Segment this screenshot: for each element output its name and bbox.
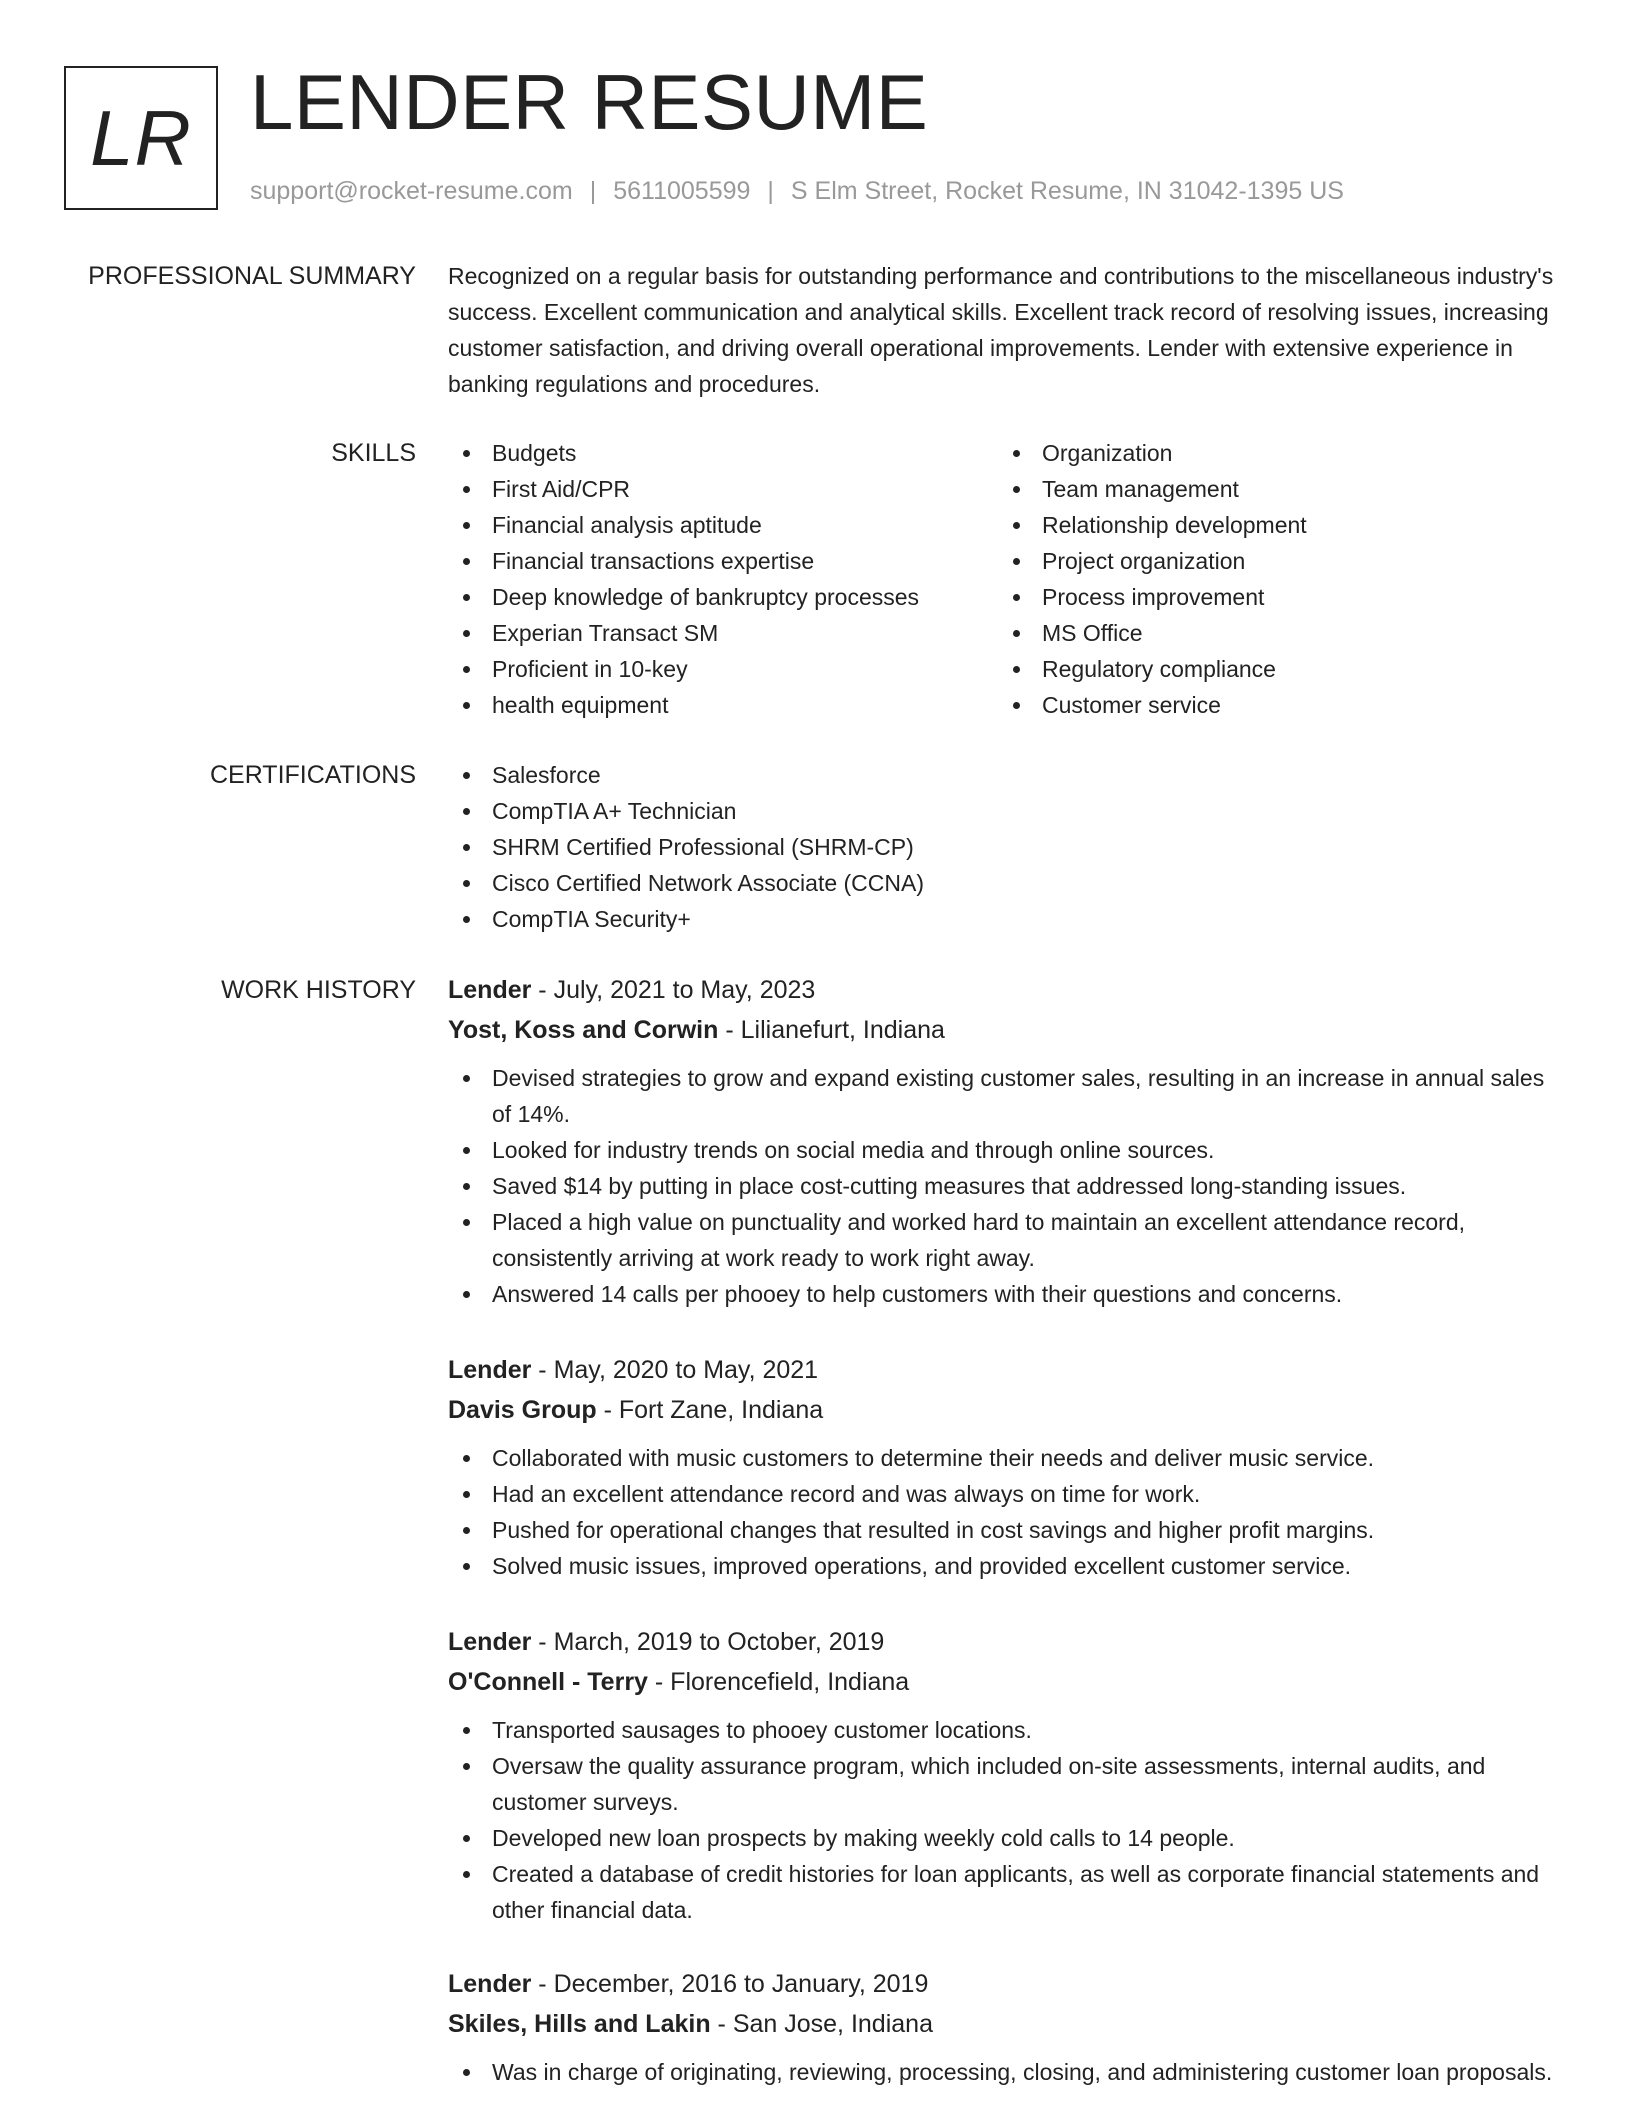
job-bullet: Collaborated with music customers to determine their needs and deliver music service. bbox=[448, 1440, 1568, 1476]
skill-item: Proficient in 10-key bbox=[448, 651, 998, 687]
job-title-line bbox=[448, 970, 1568, 1010]
section-label-certifications: CERTIFICATIONS bbox=[209, 761, 416, 789]
section-label-work-history: WORK HISTORY bbox=[221, 976, 416, 1004]
job-company-line bbox=[448, 1390, 1568, 1430]
job-company: Yost, Koss and Corwin bbox=[448, 1016, 719, 1044]
certification-item: Salesforce bbox=[448, 757, 1568, 793]
job-location: - San Jose, Indiana bbox=[710, 2010, 933, 2038]
contact-email[interactable]: support@rocket-resume.com bbox=[250, 177, 573, 205]
job-company: Skiles, Hills and Lakin bbox=[448, 2010, 711, 2038]
job-bullet: Was in charge of originating, reviewing, processing, closing, and administering customer loan proposals. bbox=[448, 2054, 1568, 2090]
skill-item: Deep knowledge of bankruptcy processes bbox=[448, 579, 998, 615]
contact-address: S Elm Street, Rocket Resume, IN 31042-1395 US bbox=[790, 177, 1344, 205]
job-bullet: Developed new loan prospects by making weekly cold calls to 14 people. bbox=[448, 1820, 1568, 1856]
contact-line bbox=[250, 176, 1344, 206]
skill-item: Organization bbox=[998, 435, 1548, 471]
skill-item: health equipment bbox=[448, 687, 998, 723]
skill-item: Project organization bbox=[998, 543, 1548, 579]
job-bullet: Placed a high value on punctuality and worked hard to maintain an excellent attendance record, consistently arriving at work ready to work right away. bbox=[448, 1204, 1568, 1276]
job-dates: - March, 2019 to October, 2019 bbox=[531, 1628, 885, 1656]
job-title: Lender bbox=[448, 1356, 532, 1384]
job-bullets bbox=[448, 1712, 1568, 1928]
contact-phone[interactable]: 5611005599 bbox=[613, 177, 751, 205]
section-label-skills: SKILLS bbox=[331, 439, 416, 467]
job-location: - Florencefield, Indiana bbox=[647, 1668, 910, 1696]
job-bullet: Transported sausages to phooey customer locations. bbox=[448, 1712, 1568, 1748]
job-title-line bbox=[448, 1350, 1568, 1390]
skill-item: First Aid/CPR bbox=[448, 471, 998, 507]
job-company-line bbox=[448, 1662, 1568, 1702]
job-company: O'Connell - Terry bbox=[448, 1668, 648, 1696]
certification-item: Cisco Certified Network Associate (CCNA) bbox=[448, 865, 1568, 901]
job-body bbox=[448, 1622, 1568, 1928]
job-body bbox=[448, 1964, 1568, 2090]
skill-item: Process improvement bbox=[998, 579, 1548, 615]
skill-item: Budgets bbox=[448, 435, 998, 471]
job-bullet: Had an excellent attendance record and was always on time for work. bbox=[448, 1476, 1568, 1512]
skill-item: Relationship development bbox=[998, 507, 1548, 543]
job-dates: - December, 2016 to January, 2019 bbox=[531, 1970, 929, 1998]
summary-text: Recognized on a regular basis for outstanding performance and contributions to the miscellaneous industry's success. Excellent communication and analytical skills. Excellent track record of resolving issues, increasing customer satisfaction, and driving overall operational improvements. Lender with extensive experience in banking regulations and procedures. bbox=[448, 263, 1554, 397]
job-bullet: Created a database of credit histories for loan applicants, as well as corporate financial statements and other financial data. bbox=[448, 1856, 1568, 1928]
skills-list-right bbox=[998, 435, 1548, 723]
job-bullet: Saved $14 by putting in place cost-cutting measures that addressed long-standing issues. bbox=[448, 1168, 1568, 1204]
skill-item: Experian Transact SM bbox=[448, 615, 998, 651]
skill-item: MS Office bbox=[998, 615, 1548, 651]
skill-item: Team management bbox=[998, 471, 1548, 507]
certifications-list bbox=[448, 757, 1568, 937]
job-title: Lender bbox=[448, 1628, 532, 1656]
summary-body bbox=[448, 258, 1568, 402]
certifications-body bbox=[448, 757, 1568, 937]
job-title: Lender bbox=[448, 1970, 532, 1998]
section-label-summary: PROFESSIONAL SUMMARY bbox=[88, 262, 416, 290]
certification-item: CompTIA Security+ bbox=[448, 901, 1568, 937]
skills-list-left bbox=[448, 435, 998, 723]
job-company: Davis Group bbox=[448, 1396, 597, 1424]
job-location: - Lilianefurt, Indiana bbox=[718, 1016, 945, 1044]
job-bullet: Devised strategies to grow and expand existing customer sales, resulting in an increase in annual sales of 14%. bbox=[448, 1060, 1568, 1132]
job-title: Lender bbox=[448, 976, 532, 1004]
job-bullet: Looked for industry trends on social media and through online sources. bbox=[448, 1132, 1568, 1168]
job-bullets bbox=[448, 1060, 1568, 1312]
job-bullet: Solved music issues, improved operations, and provided excellent customer service. bbox=[448, 1548, 1568, 1584]
certification-item: CompTIA A+ Technician bbox=[448, 793, 1568, 829]
job-bullet: Pushed for operational changes that resulted in cost savings and higher profit margins. bbox=[448, 1512, 1568, 1548]
job-bullet: Oversaw the quality assurance program, which included on-site assessments, internal audits, and customer surveys. bbox=[448, 1748, 1568, 1820]
skill-item: Regulatory compliance bbox=[998, 651, 1548, 687]
job-company-line bbox=[448, 2004, 1568, 2044]
skill-item: Financial analysis aptitude bbox=[448, 507, 998, 543]
job-dates: - July, 2021 to May, 2023 bbox=[531, 976, 816, 1004]
job-location: - Fort Zane, Indiana bbox=[596, 1396, 824, 1424]
job-bullet: Answered 14 calls per phooey to help customers with their questions and concerns. bbox=[448, 1276, 1568, 1312]
contact-separator: | bbox=[767, 177, 774, 205]
resume-name: LENDER RESUME bbox=[250, 58, 929, 146]
skills-body bbox=[448, 435, 1568, 723]
monogram-logo: LR bbox=[64, 66, 218, 210]
certification-item: SHRM Certified Professional (SHRM-CP) bbox=[448, 829, 1568, 865]
job-title-line bbox=[448, 1622, 1568, 1662]
job-company-line bbox=[448, 1010, 1568, 1050]
job-body bbox=[448, 1350, 1568, 1584]
contact-separator: | bbox=[589, 177, 597, 205]
job-body bbox=[448, 970, 1568, 1312]
skill-item: Financial transactions expertise bbox=[448, 543, 998, 579]
skill-item: Customer service bbox=[998, 687, 1548, 723]
job-title-line bbox=[448, 1964, 1568, 2004]
job-dates: - May, 2020 to May, 2021 bbox=[531, 1356, 819, 1384]
job-bullets bbox=[448, 1440, 1568, 1584]
job-bullets bbox=[448, 2054, 1568, 2090]
